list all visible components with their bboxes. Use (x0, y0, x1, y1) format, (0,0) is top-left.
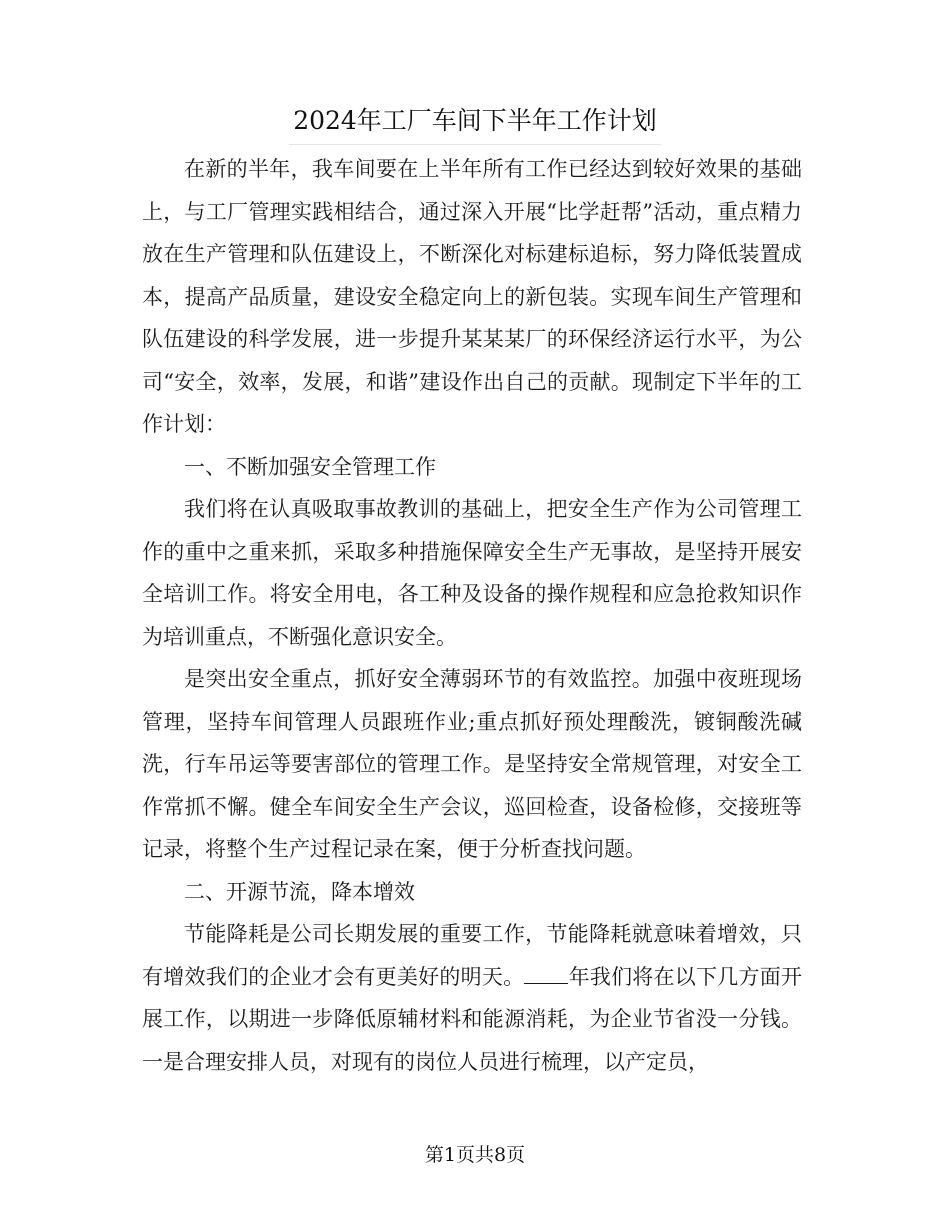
page-footer (0, 1140, 950, 1170)
paragraph-energy-saving (142, 913, 802, 1083)
fill-in-blank (524, 965, 568, 984)
section-heading-safety: 一、不断加强安全管理工作 (184, 454, 436, 479)
paragraph-energy-saving-part2: 年我们将在以下几方面开展工作，以期进一步降低原辅材料和能源消耗，为企业节省没一分钱。一是合理安排人员，对现有的岗位人员进行梳理，以产定员， (142, 964, 802, 1074)
title-container (0, 100, 950, 145)
paragraph-intro: 在新的半年，我车间要在上半年所有工作已经达到较好效果的基础上，与工厂管理实践相结合，通过深入开展“比学赶帮”活动，重点精力放在生产管理和队伍建设上，不断深化对标建标追标，努力降低装置成本，提高产品质量，建设安全稳定向上的新包装。实现车间生产管理和队伍建设的科学发展，进一步提升某某某厂的环保经济运行水平，为公司“安全，效率，发展，和谐”建设作出自己的贡献。现制定下半年的工作计划： (142, 157, 802, 436)
document-title: 2024年工厂车间下半年工作计划 (289, 100, 661, 145)
document-body (142, 148, 802, 1083)
paragraph-energy-saving-part1: 节能降耗是公司长期发展的重要工作，节能降耗就意味着增效，只有增效我们的企业才会有更美好的明天。 (142, 922, 802, 989)
paragraph-safety-training: 我们将在认真吸取事故教训的基础上，把安全生产作为公司管理工作的重中之重来抓，采取多种措施保障安全生产无事故，是坚持开展安全培训工作。将安全用电，各工种及设备的操作规程和应急抢救知识作为培训重点，不断强化意识安全。 (142, 497, 802, 649)
page-number: 第1页共8页 (424, 1144, 526, 1166)
section-heading-cost-reduction: 二、开源节流，降本增效 (184, 879, 415, 904)
paragraph-safety-monitoring: 是突出安全重点，抓好安全薄弱环节的有效监控。加强中夜班现场管理，坚持车间管理人员跟班作业;重点抓好预处理酸洗，镀铜酸洗碱洗，行车吊运等要害部位的管理工作。是坚持安全常规管理，对安全工作常抓不懈。健全车间安全生产会议，巡回检查，设备检修，交接班等记录，将整个生产过程记录在案，便于分析查找问题。 (142, 667, 802, 861)
